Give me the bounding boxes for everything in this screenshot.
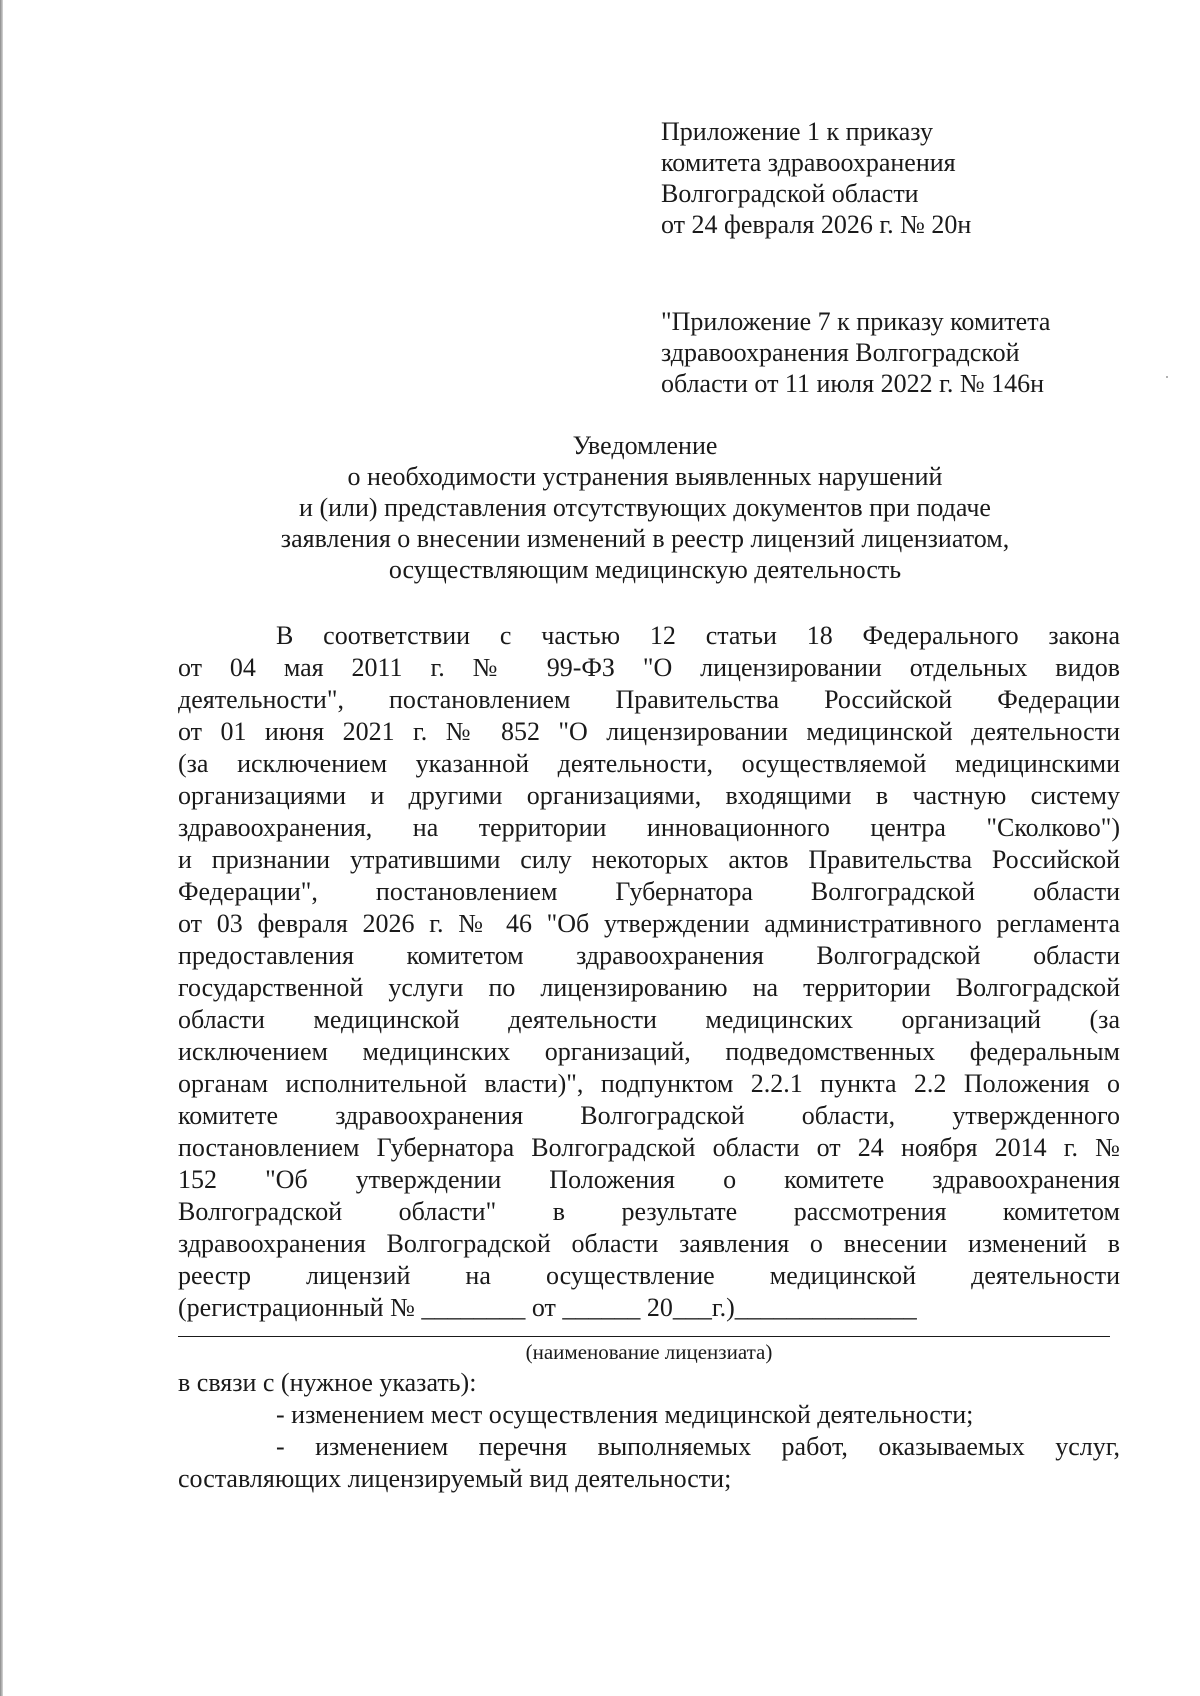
body-line: Федерации", постановлением Губернатора Волгоградской области <box>178 877 1120 906</box>
title-line: и (или) представления отсутствующих документов при подаче <box>299 493 991 522</box>
title-line: о необходимости устранения выявленных нарушений <box>347 462 943 491</box>
body-line: предоставления комитетом здравоохранения Волгоградской области <box>178 941 1120 970</box>
appendix-7-header <box>661 306 1050 399</box>
list-item-continuation: составляющих лицензируемый вид деятельности; <box>178 1464 732 1493</box>
body-line: (за исключением указанной деятельности, осуществляемой медицинскими <box>178 749 1120 778</box>
body-line: от 03 февраля 2026 г. № 46 "Об утверждении административного регламента <box>178 909 1120 938</box>
appendix-7-line: здравоохранения Волгоградской <box>661 338 1020 367</box>
title-line: осуществляющим медицинскую деятельность <box>388 555 902 584</box>
appendix-7-line: "Приложение 7 к приказу комитета <box>661 307 1051 336</box>
body-line: деятельности", постановлением Правительства Российской Федерации <box>178 685 1120 714</box>
body-line: государственной услуги по лицензированию на территории Волгоградской <box>178 973 1120 1002</box>
body-line: органам исполнительной власти)", подпунктом 2.2.1 пункта 2.2 Положения о <box>178 1069 1120 1098</box>
title-line: заявления о внесении изменений в реестр лицензий лицензиатом, <box>280 524 1010 553</box>
body-line: от 01 июня 2021 г. № 852 "О лицензировании медицинской деятельности <box>178 717 1120 746</box>
list-item: - изменением перечня выполняемых работ, оказываемых услуг, <box>276 1432 1120 1461</box>
list-item: - изменением мест осуществления медицинской деятельности; <box>276 1400 974 1429</box>
body-line: комитете здравоохранения Волгоградской области, утвержденного <box>178 1101 1120 1130</box>
body-line: здравоохранения, на территории инновационного центра "Сколково") <box>178 813 1120 842</box>
appendix-1-line: Приложение 1 к приказу <box>661 117 934 146</box>
licensee-caption: (наименование лицензиата) <box>525 1340 773 1364</box>
appendix-1-line: Волгоградской области <box>661 179 919 208</box>
appendix-7-line: области от 11 июля 2022 г. № 146н <box>661 369 1045 398</box>
body-line: здравоохранения Волгоградской области заявления о внесении изменений в <box>178 1229 1120 1258</box>
body-line: от 04 мая 2011 г. № 99-ФЗ "О лицензировании отдельных видов <box>178 653 1120 682</box>
body-line: исключением медицинских организаций, подведомственных федеральным <box>178 1037 1120 1066</box>
body-line: В соответствии с частью 12 статьи 18 Федерального закона <box>276 621 1120 650</box>
title-line: Уведомление <box>572 431 718 460</box>
appendix-1-header <box>661 116 971 240</box>
in-connection-line: в связи с (нужное указать): <box>178 1368 477 1397</box>
body-line: Волгоградской области" в результате рассмотрения комитетом <box>178 1197 1120 1226</box>
registration-line: (регистрационный № ________ от ______ 20___г.)______________ <box>178 1293 917 1322</box>
body-line: области медицинской деятельности медицинских организаций (за <box>178 1005 1120 1034</box>
body-line: и признании утратившими силу некоторых актов Правительства Российской <box>178 845 1120 874</box>
body-line: 152 "Об утверждении Положения о комитете здравоохранения <box>178 1165 1120 1194</box>
appendix-1-line: от 24 февраля 2026 г. № 20н <box>661 210 972 239</box>
body-line: постановлением Губернатора Волгоградской области от 24 ноября 2014 г. № <box>178 1133 1120 1162</box>
notice-title <box>170 430 1120 585</box>
body-line: организациями и другими организациями, входящими в частную систему <box>178 781 1120 810</box>
appendix-1-line: комитета здравоохранения <box>661 148 956 177</box>
body-line: реестр лицензий на осуществление медицинской деятельности <box>178 1261 1120 1290</box>
scan-speck <box>1166 376 1168 378</box>
notice-body <box>178 620 1120 1495</box>
scan-edge <box>0 0 3 1696</box>
